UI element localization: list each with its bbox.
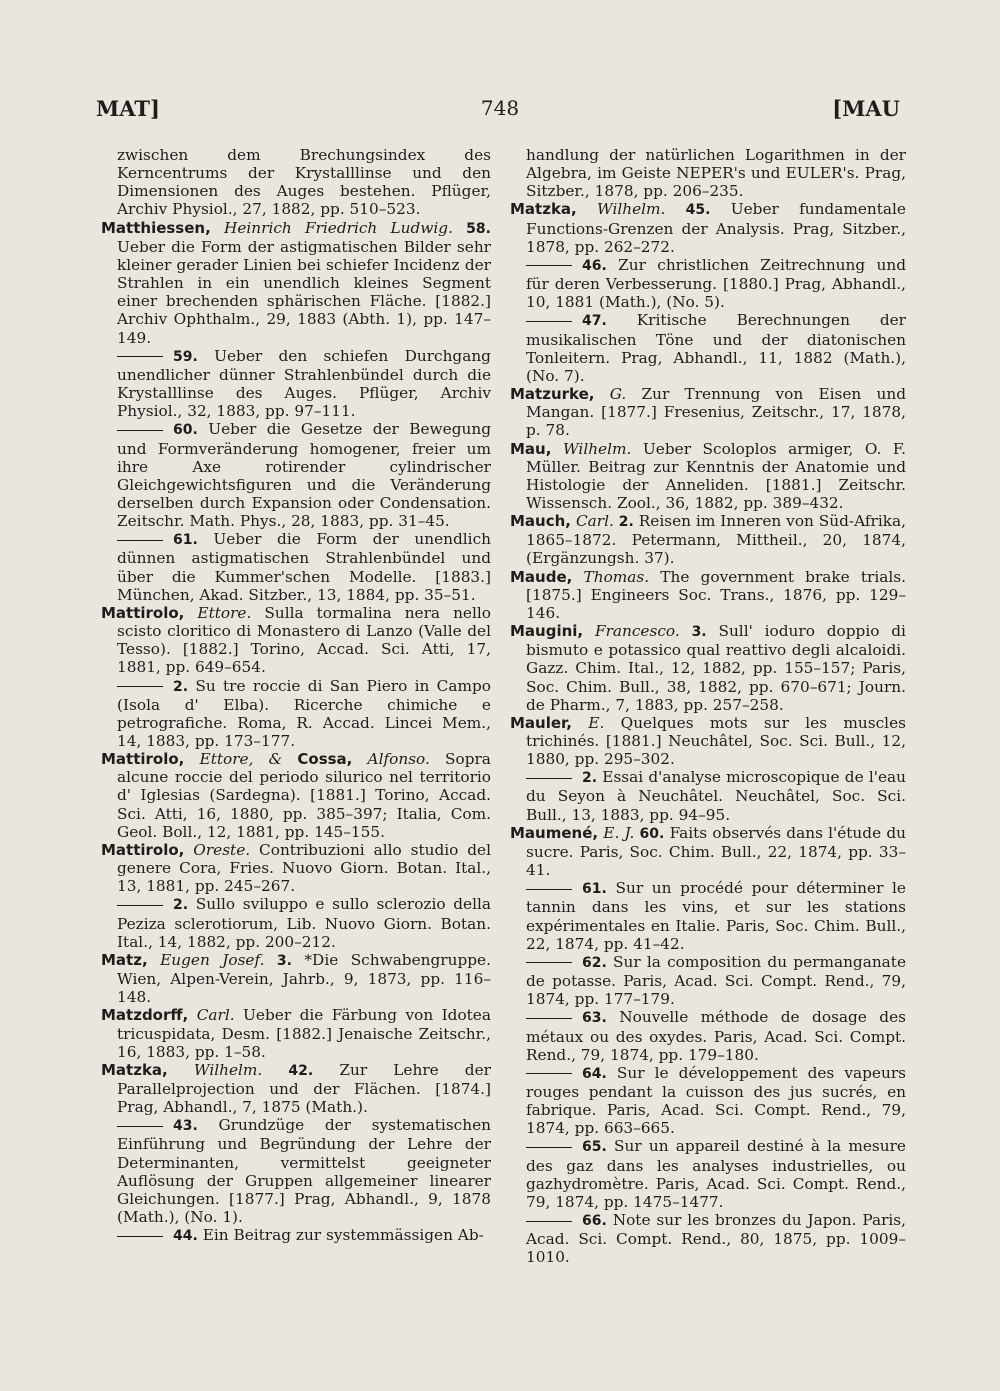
ditto-rule xyxy=(526,321,572,322)
entry-number: 3. xyxy=(276,952,292,969)
entry-number: 61. xyxy=(582,881,607,898)
author-surname: Maumené, xyxy=(510,823,599,842)
entry-text: Sur un procédé pour déterminer le tannin dans les vins, et sur les stations expérimentales en Italie. Paris, Soc. Chim. Bull., 22, 1874, pp. 41–42. xyxy=(526,879,906,953)
left-column xyxy=(101,146,491,1245)
header-left-catchword: MAT] xyxy=(96,96,160,121)
author-surname: Mattirolo, xyxy=(101,750,185,769)
sub-entry xyxy=(510,953,906,1008)
sub-entry xyxy=(101,420,491,530)
author-given-name: Oreste. xyxy=(193,840,251,859)
ditto-rule xyxy=(526,889,572,890)
entry-text: Zur christlichen Zeitrechnung und für deren Verbesserung. [1880.] Prag, Abhandl., 10, 1881 (Math.), (No. 5). xyxy=(526,255,906,312)
ditto-rule xyxy=(526,1221,572,1222)
entry-text: Zur Trennung von Eisen und Mangan. [1877.] Fresenius, Zeitschr., 17, 1878, p. 78. xyxy=(526,385,906,440)
entry-number: 2. xyxy=(618,514,634,531)
author-entry xyxy=(510,512,906,567)
author-given-name: Carl. xyxy=(196,1006,235,1025)
author-surname: Mattirolo, xyxy=(101,603,185,622)
sub-entry xyxy=(101,895,491,950)
author-surname: Maugini, xyxy=(510,622,584,641)
sub-entry xyxy=(101,1226,491,1245)
entry-number: 2. xyxy=(582,770,598,787)
entry-text: The government brake trials. [1875.] Engineers Soc. Trans., 1876, pp. 129–146. xyxy=(526,567,906,622)
author-surname: Matzka, xyxy=(101,1060,168,1079)
entry-text: Sulla tormalina nera nello scisto cloritico di Monastero di Lanzo (Valle del Tesso). [1882.] Torino, Accad. Sci. Atti, 17, 1881, pp. 649–654. xyxy=(117,603,491,677)
entry-text: Sullo sviluppo e sullo sclerozio della Peziza sclerotiorum, Lib. Nuovo Giorn. Botan. Ital., 14, 1882, pp. 200–212. xyxy=(117,895,491,951)
author-given-name: Francesco. xyxy=(594,622,680,641)
ditto-rule xyxy=(117,686,163,687)
author-surname: Matz, xyxy=(101,950,148,969)
entry-number: 59. xyxy=(173,348,198,365)
sub-entry xyxy=(510,311,906,385)
author-surname: Mattirolo, xyxy=(101,840,185,859)
author-given-name: Wilhelm. xyxy=(562,439,632,458)
author-entry xyxy=(101,841,491,895)
entry-text: zwischen dem Brechungsindex des Kerncentrums der Krystalllinse und den Dimensionen des Auges bestehen. Pflüger, Archiv Physiol., 27, 1882, pp. 510–523. xyxy=(117,146,491,219)
ditto-rule xyxy=(117,540,163,541)
author-entry xyxy=(101,219,491,347)
entry-text: Reisen im Inneren von Süd-Afrika, 1865–1872. Petermann, Mittheil., 20, 1874, (Ergänzungsh. 37). xyxy=(526,512,906,568)
entry-number: 60. xyxy=(173,422,198,439)
entry-number: 64. xyxy=(582,1065,607,1082)
entry-text: Quelques mots sur les muscles trichinés. [1881.] Neuchâtel, Soc. Sci. Bull., 12, 1880, pp. 295–302. xyxy=(526,713,906,769)
author-entry xyxy=(510,824,906,879)
ditto-rule xyxy=(526,265,572,266)
entry-text: Nouvelle méthode de dosage des métaux ou des oxydes. Paris, Acad. Sci. Compt. Rend., 79, 1874, pp. 179–180. xyxy=(526,1008,906,1064)
entry-text: Ueber den schiefen Durchgang unendlicher dünner Strahlenbündel durch die Krystalllinse des Auges. Pflüger, Archiv Physiol., 32, 1883, pp. 97–111. xyxy=(117,346,491,421)
entry-text: Su tre roccie di San Piero in Campo (Isola d' Elba). Ricerche chimiche e petrografiche. Roma, R. Accad. Lincei Mem., 14, 1883, pp. 173–177. xyxy=(117,676,491,750)
entry-text: Kritische Berechnungen der musikalischen Töne und der diatonischen Tonleitern. Prag, Abhandl., 11, 1882 (Math.), (No. 7). xyxy=(526,311,906,385)
ditto-rule xyxy=(117,1126,163,1127)
entry-text: Contribuzioni allo studio del genere Cora, Fries. Nuovo Giorn. Botan. Ital., 13, 1881, pp. 245–267. xyxy=(117,840,491,896)
entry-text: *Die Schwabengruppe. Wien, Alpen-Verein, Jahrb., 9, 1873, pp. 116–148. xyxy=(117,950,491,1007)
entry-text: Ueber fundamentale Functions-Grenzen der Analysis. Prag, Sitzber., 1878, pp. 262–272. xyxy=(526,200,906,256)
author-surname: Maude, xyxy=(510,567,573,586)
author-given-name: Wilhelm. xyxy=(597,200,666,219)
author-surname: Matthiessen, xyxy=(101,218,211,237)
author-entry xyxy=(510,200,906,255)
sub-entry xyxy=(510,256,906,311)
entry-number: 61. xyxy=(173,532,198,549)
entry-text: Ueber die Färbung von Idotea tricuspidata, Desm. [1882.] Jenaische Zeitschr., 16, 1883, pp. 1–58. xyxy=(117,1006,491,1061)
entry-text: Zur Lehre der Parallelprojection und der Flächen. [1874.] Prag, Abhandl., 7, 1875 (Math.). xyxy=(117,1060,491,1117)
author-entry xyxy=(101,951,491,1006)
entry-text: Sull' ioduro doppio di bismuto e potassico qual reattivo degli alcaloidi. Gazz. Chim. Ital., 12, 1882, pp. 155–157; Paris, Soc. Chim. Bull., 38, 1882, pp. 670–671; Journ. de Pharm., 7, 1883, pp. 257–258. xyxy=(526,622,906,714)
sub-entry xyxy=(101,677,491,751)
author-entry xyxy=(510,568,906,622)
author-surname: Matzurke, xyxy=(510,385,595,404)
author-entry xyxy=(101,604,491,677)
sub-entry xyxy=(510,1064,906,1138)
author-given-name: Wilhelm. xyxy=(193,1060,263,1079)
author-surname: Mauch, xyxy=(510,512,571,531)
entry-text: Grundzüge der systematischen Einführung und Begründung der Lehre der Determinanten, vermittelst geeigneter Auflösung der Gruppen allgemeiner linearer Gleichungen. [1877.] Prag, Abhandl., 9, 1878 (Math.), (No. 1). xyxy=(117,1116,491,1227)
author-entry xyxy=(101,750,491,841)
entry-number: 2. xyxy=(173,897,189,914)
author-given-name: E. J. xyxy=(603,823,635,842)
author-entry xyxy=(101,1006,491,1060)
entry-text: handlung der natürlichen Logarithmen in der Algebra, im Geiste NEPER's und EULER's. Prag, Sitzber., 1878, pp. 206–235. xyxy=(526,146,906,201)
ditto-rule xyxy=(526,1073,572,1074)
entry-number: 2. xyxy=(173,678,189,695)
sub-entry xyxy=(510,879,906,953)
ditto-rule xyxy=(526,778,572,779)
author-given-name: Ettore. xyxy=(197,603,252,622)
author-given-name: E. xyxy=(588,713,605,732)
author-given-name: Eugen Josef. xyxy=(160,950,265,969)
entry-text: Ein Beitrag zur systemmässigen Ab- xyxy=(202,1226,484,1245)
sub-entry xyxy=(510,768,906,823)
entry-text: Ueber die Form der unendlich dünnen astigmatischen Strahlenbündel und über die Kummer'schen Modelle. [1883.] München, Akad. Sitzber., 13, 1884, pp. 35–51. xyxy=(117,530,491,604)
sub-entry xyxy=(510,1137,906,1211)
entry-text: Ueber Scoloplos armiger, O. F. Müller. Beitrag zur Kenntnis der Anatomie und Histologie der Anneliden. [1881.] Zeitschr. Wissensch. Zool., 36, 1882, pp. 389–432. xyxy=(526,439,906,512)
page-number: 748 xyxy=(480,96,520,120)
ditto-rule xyxy=(117,905,163,906)
author-given-name: G. xyxy=(609,385,627,404)
ditto-rule xyxy=(526,1147,572,1148)
page-header xyxy=(0,96,1000,136)
author-surname: Mauler, xyxy=(510,713,572,732)
entry-number: 60. xyxy=(639,825,665,842)
author-surname: Matzka, xyxy=(510,200,577,219)
entry-text: Sur le développement des vapeurs rouges pendant la cuisson des jus sucrés, en fabrique. Paris, Acad. Sci. Compt. Rend., 79, 1874, pp. 663–665. xyxy=(526,1063,906,1138)
entry-text: Sopra alcune roccie del periodo silurico nel territorio d' Iglesias (Sardegna). [1881.] Torino, Accad. Sci. Atti, 16, 1880, pp. 385–397; Italia, Com. Geol. Boll., 12, 1881, pp. 145–155. xyxy=(117,750,491,841)
entry-number: 65. xyxy=(582,1139,607,1156)
author-given-name: Thomas. xyxy=(583,567,650,586)
author-given-name: Ettore, & xyxy=(199,750,283,769)
author-entry xyxy=(510,714,906,768)
entry-text: Note sur les bronzes du Japon. Paris, Acad. Sci. Compt. Rend., 80, 1875, pp. 1009–1010. xyxy=(526,1211,906,1267)
entry-text: Ueber die Form der astigmatischen Bilder sehr kleiner gerader Linien bei schiefer Incidenz der Strahlen in ein unendlich kleines Segment einer brechenden sphärischen Fläche. [1882.] Archiv Ophthalm., 29, 1883 (Abth. 1), pp. 147–149. xyxy=(117,237,491,347)
entry-number: 3. xyxy=(691,624,707,641)
entry-text: Essai d'analyse microscopique de l'eau du Seyon à Neuchâtel. Neuchâtel, Soc. Sci. Bull., 13, 1883, pp. 94–95. xyxy=(526,768,906,824)
entry-number: 62. xyxy=(582,954,607,971)
entry-continuation xyxy=(101,146,491,219)
author-surname: Mau, xyxy=(510,439,552,458)
entry-text: Sur la composition du permanganate de potasse. Paris, Acad. Sci. Compt. Rend., 79, 1874, pp. 177–179. xyxy=(526,952,906,1009)
ditto-rule xyxy=(117,356,163,357)
author-given-name: Heinrich Friedrich Ludwig. xyxy=(224,218,453,237)
author-entry xyxy=(510,440,906,513)
coauthor-surname: Cossa, xyxy=(297,750,353,769)
entry-continuation xyxy=(510,146,906,200)
coauthor-given-name: Alfonso. xyxy=(367,750,430,769)
entry-text: Sur un appareil destiné à la mesure des gaz dans les analyses industrielles, ou gazhydromètre. Paris, Acad. Sci. Compt. Rend., 79, 1874, pp. 1475–1477. xyxy=(526,1137,906,1211)
author-surname: Matzdorff, xyxy=(101,1006,189,1025)
entry-number: 63. xyxy=(582,1010,607,1027)
entry-number: 46. xyxy=(582,257,607,274)
ditto-rule xyxy=(117,1236,163,1237)
entry-number: 42. xyxy=(288,1062,314,1079)
author-entry xyxy=(101,1061,491,1116)
entry-number: 66. xyxy=(582,1213,607,1230)
entry-number: 45. xyxy=(685,202,711,219)
entry-number: 43. xyxy=(173,1118,198,1135)
author-given-name: Carl. xyxy=(575,512,614,531)
entry-number: 47. xyxy=(582,313,607,330)
author-entry xyxy=(510,385,906,439)
entry-number: 58. xyxy=(466,220,491,237)
header-right-catchword: [MAU xyxy=(832,96,900,121)
sub-entry xyxy=(510,1008,906,1063)
entry-number: 44. xyxy=(173,1228,198,1245)
entry-text: Ueber die Gesetze der Bewegung und Formveränderung homogener, freier um ihre Axe rotirender cylindrischer Gleichgewichtsfiguren und die Veränderung derselben durch Expansion oder Condensation. Zeitschr. Math. Phys., 28, 1883, pp. 31–45. xyxy=(117,420,491,531)
ditto-rule xyxy=(526,962,572,963)
sub-entry xyxy=(510,1211,906,1266)
ditto-rule xyxy=(526,1018,572,1019)
right-column xyxy=(510,146,906,1267)
author-entry xyxy=(510,622,906,714)
sub-entry xyxy=(101,1116,491,1226)
ditto-rule xyxy=(117,430,163,431)
sub-entry xyxy=(101,530,491,604)
entry-text: Faits observés dans l'étude du sucre. Paris, Soc. Chim. Bull., 22, 1874, pp. 33–41. xyxy=(526,823,906,880)
sub-entry xyxy=(101,347,491,421)
